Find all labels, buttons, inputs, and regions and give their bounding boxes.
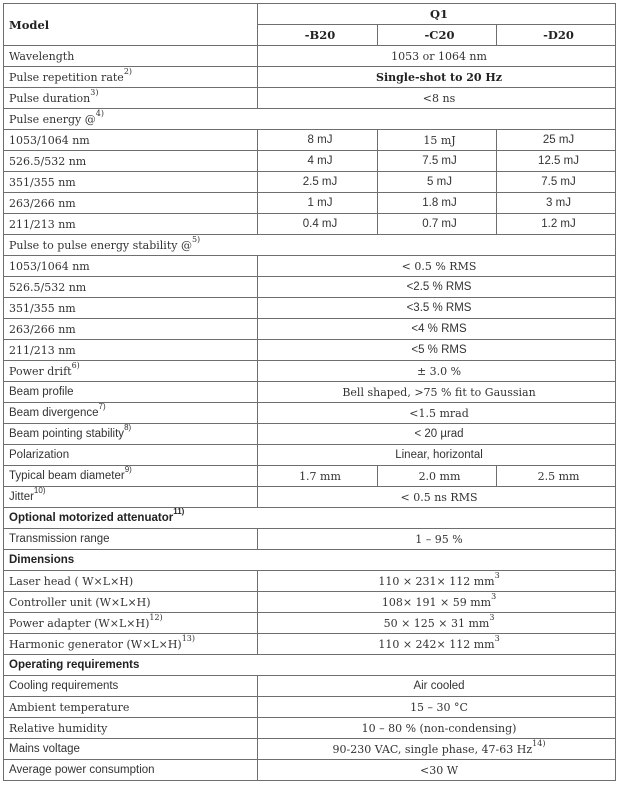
footnote-ref: 5) <box>191 234 201 244</box>
row-value <box>258 529 616 550</box>
label-text: Pulse to pulse energy stability @ <box>9 238 192 252</box>
row-value <box>258 676 616 697</box>
row-label <box>4 130 258 151</box>
row-label <box>4 403 258 424</box>
spec-row <box>4 319 616 340</box>
row-value <box>258 382 616 403</box>
variant-value: 0.4 mJ <box>258 214 378 235</box>
footnote-ref: 3) <box>90 87 99 97</box>
row-label <box>4 319 258 340</box>
footnote-ref: 11) <box>173 507 185 517</box>
value-superscript: 3 <box>489 612 495 622</box>
value-text: < 20 µrad <box>414 428 464 440</box>
label-text: 1053/1064 nm <box>9 133 90 147</box>
row-label <box>4 445 258 466</box>
spec-row <box>4 655 616 676</box>
model-header: Model <box>4 4 258 46</box>
row-value <box>258 277 616 298</box>
footnote-ref: 6) <box>71 360 80 370</box>
label-text: Average power consumption <box>9 764 155 776</box>
label-text: Optional motorized attenuator <box>9 512 174 524</box>
variant-value: 2.5 mJ <box>258 172 378 193</box>
row-value <box>258 739 616 760</box>
spec-row <box>4 760 616 781</box>
row-value <box>258 88 616 109</box>
footnote-ref: 8) <box>124 423 132 433</box>
label-text: Beam divergence <box>9 407 99 419</box>
row-value <box>258 487 616 508</box>
spec-row <box>4 46 616 67</box>
row-label <box>4 760 258 781</box>
label-text: Power drift <box>9 364 72 378</box>
label-text: Cooling requirements <box>9 680 119 692</box>
spec-row <box>4 676 616 697</box>
spec-body <box>4 46 616 781</box>
value-text: 110 × 231× 112 mm <box>378 574 495 588</box>
label-text: 351/355 nm <box>9 175 76 189</box>
product-header: Q1 <box>258 4 616 25</box>
variant-value: 1 mJ <box>258 193 378 214</box>
row-label <box>4 151 258 172</box>
value-text: 10 – 80 % (non-condensing) <box>361 721 517 735</box>
row-label <box>4 193 258 214</box>
row-label <box>4 361 258 382</box>
row-label <box>4 487 258 508</box>
value-text: < 0.5 ns RMS <box>400 490 478 504</box>
label-text: Transmission range <box>9 533 110 545</box>
label-text: Beam profile <box>9 386 74 398</box>
variant-value: 25 mJ <box>497 130 616 151</box>
variant-value: 7.5 mJ <box>378 151 497 172</box>
value-text: 1 – 95 % <box>415 532 463 546</box>
spec-row <box>4 424 616 445</box>
row-value <box>258 424 616 445</box>
spec-row <box>4 613 616 634</box>
spec-row <box>4 403 616 424</box>
value-text: Single-shot to 20 Hz <box>376 70 503 84</box>
label-text: 1053/1064 nm <box>9 259 90 273</box>
label-text: Pulse energy @ <box>9 112 96 126</box>
row-value <box>258 67 616 88</box>
label-text: Laser head ( W×L×H) <box>9 574 134 588</box>
row-value <box>258 718 616 739</box>
variant-value: 2.0 mm <box>378 466 497 487</box>
label-text: Jitter <box>9 491 34 503</box>
spec-row <box>4 361 616 382</box>
variant-value: 2.5 mm <box>497 466 616 487</box>
row-value <box>258 403 616 424</box>
row-label <box>4 634 258 655</box>
spec-row <box>4 88 616 109</box>
row-label <box>4 67 258 88</box>
footnote-ref: 13) <box>181 633 196 643</box>
value-superscript: 3 <box>494 570 500 580</box>
row-value <box>258 340 616 361</box>
label-text: 351/355 nm <box>9 301 76 315</box>
value-text: <4 % RMS <box>411 323 467 335</box>
spec-row <box>4 466 616 487</box>
label-text: Power adapter (W×L×H) <box>9 616 150 630</box>
value-text: <1.5 mrad <box>409 406 469 420</box>
value-superscript: 3 <box>491 591 497 601</box>
spec-table-container <box>3 3 616 781</box>
row-label <box>4 46 258 67</box>
spec-row <box>4 592 616 613</box>
variant-header: -B20 <box>258 25 378 46</box>
spec-table <box>3 3 616 781</box>
spec-row <box>4 550 616 571</box>
spec-row <box>4 739 616 760</box>
row-label <box>4 466 258 487</box>
row-value <box>258 571 616 592</box>
spec-row <box>4 634 616 655</box>
spec-row <box>4 382 616 403</box>
row-label <box>4 277 258 298</box>
variant-value: 1.7 mm <box>258 466 378 487</box>
spec-row <box>4 172 616 193</box>
value-superscript: 3 <box>494 633 500 643</box>
variant-value: 15 mJ <box>378 130 497 151</box>
label-text: Wavelength <box>9 49 75 63</box>
row-value <box>258 319 616 340</box>
variant-header: -D20 <box>497 25 616 46</box>
row-label <box>4 424 258 445</box>
row-label <box>4 298 258 319</box>
spec-row <box>4 697 616 718</box>
value-text: <8 ns <box>422 91 456 105</box>
label-text: Operating requirements <box>9 659 140 671</box>
value-text: < 0.5 % RMS <box>401 259 477 273</box>
row-label <box>4 88 258 109</box>
spec-row <box>4 487 616 508</box>
row-label <box>4 382 258 403</box>
value-text: <3.5 % RMS <box>406 302 472 314</box>
value-text: 1053 or 1064 nm <box>391 49 487 63</box>
row-label <box>4 718 258 739</box>
variant-value: 1.8 mJ <box>378 193 497 214</box>
row-value <box>258 256 616 277</box>
label-text: Relative humidity <box>9 721 108 735</box>
value-text: 110 × 242× 112 mm <box>378 637 495 651</box>
spec-row <box>4 445 616 466</box>
spec-row <box>4 193 616 214</box>
label-text: Harmonic generator (W×L×H) <box>9 637 182 651</box>
section-label <box>4 550 616 571</box>
label-text: 526.5/532 nm <box>9 280 87 294</box>
label-text: Pulse duration <box>9 91 91 105</box>
spec-row <box>4 109 616 130</box>
spec-row <box>4 529 616 550</box>
row-label <box>4 697 258 718</box>
variant-value: 8 mJ <box>258 130 378 151</box>
value-text: <2.5 % RMS <box>406 281 472 293</box>
footnote-ref: 12) <box>149 612 163 622</box>
label-text: 263/266 nm <box>9 196 76 210</box>
spec-row <box>4 67 616 88</box>
label-text: Typical beam diameter <box>9 470 125 482</box>
section-label <box>4 508 616 529</box>
variant-value: 5 mJ <box>378 172 497 193</box>
row-label <box>4 613 258 634</box>
spec-row <box>4 277 616 298</box>
label-text: Beam pointing stability <box>9 428 125 440</box>
footnote-ref: 7) <box>98 402 106 412</box>
row-label <box>4 571 258 592</box>
variant-value: 1.2 mJ <box>497 214 616 235</box>
section-label <box>4 655 616 676</box>
label-text: Dimensions <box>9 554 75 566</box>
row-value <box>258 697 616 718</box>
spec-row <box>4 718 616 739</box>
variant-value: 12.5 mJ <box>497 151 616 172</box>
footnote-ref: 2) <box>123 66 133 76</box>
spec-row <box>4 151 616 172</box>
row-label <box>4 676 258 697</box>
value-text: <30 W <box>420 763 459 777</box>
row-label <box>4 214 258 235</box>
row-value <box>258 361 616 382</box>
spec-row <box>4 235 616 256</box>
label-text: 526.5/532 nm <box>9 154 87 168</box>
row-label <box>4 340 258 361</box>
label-text: Controller unit (W×L×H) <box>9 595 151 609</box>
spec-row <box>4 298 616 319</box>
value-text: 15 – 30 °C <box>410 700 468 714</box>
section-label <box>4 235 616 256</box>
label-text: 263/266 nm <box>9 322 76 336</box>
value-text: 90-230 VAC, single phase, 47-63 Hz <box>332 742 533 756</box>
label-text: 211/213 nm <box>9 343 76 357</box>
row-label <box>4 592 258 613</box>
value-text: Air cooled <box>413 680 465 692</box>
spec-row <box>4 130 616 151</box>
value-text: Linear, horizontal <box>395 449 483 461</box>
footnote-ref: 4) <box>95 108 104 118</box>
value-text: <5 % RMS <box>411 344 467 356</box>
row-value <box>258 634 616 655</box>
variant-value: 4 mJ <box>258 151 378 172</box>
row-label <box>4 739 258 760</box>
label-text: Mains voltage <box>9 743 80 755</box>
label-text: Polarization <box>9 449 70 461</box>
row-value <box>258 613 616 634</box>
row-label <box>4 172 258 193</box>
spec-row <box>4 508 616 529</box>
spec-row <box>4 571 616 592</box>
footnote-ref: 10) <box>33 486 46 496</box>
spec-row <box>4 256 616 277</box>
section-label <box>4 109 616 130</box>
row-label <box>4 529 258 550</box>
row-label <box>4 256 258 277</box>
value-text: 50 × 125 × 31 mm <box>383 616 490 630</box>
row-value <box>258 46 616 67</box>
spec-row <box>4 340 616 361</box>
variant-value: 7.5 mJ <box>497 172 616 193</box>
value-text: ± 3.0 % <box>416 364 462 378</box>
label-text: Ambient temperature <box>9 700 130 714</box>
row-value <box>258 445 616 466</box>
label-text: 211/213 nm <box>9 217 76 231</box>
row-value <box>258 298 616 319</box>
value-text: 108× 191 × 59 mm <box>381 595 492 609</box>
value-superscript: 14) <box>532 738 546 748</box>
value-text: Bell shaped, >75 % fit to Gaussian <box>342 385 536 399</box>
spec-row <box>4 214 616 235</box>
row-value <box>258 592 616 613</box>
label-text: Pulse repetition rate <box>9 70 124 84</box>
footnote-ref: 9) <box>124 465 132 475</box>
variant-value: 0.7 mJ <box>378 214 497 235</box>
row-value <box>258 760 616 781</box>
variant-value: 3 mJ <box>497 193 616 214</box>
variant-header: -C20 <box>378 25 497 46</box>
